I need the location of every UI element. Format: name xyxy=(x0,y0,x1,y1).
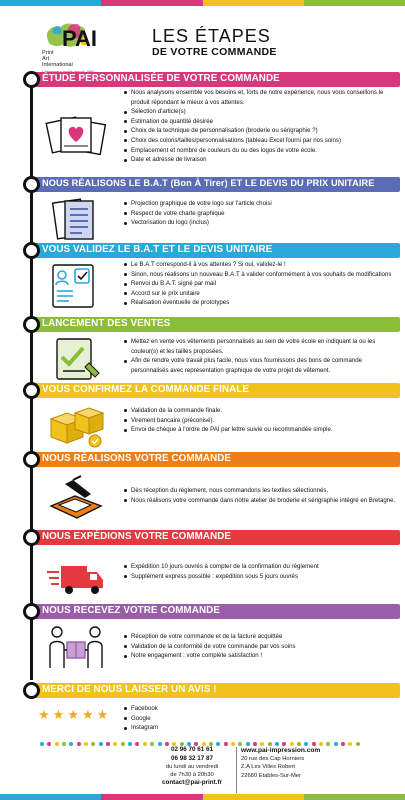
list-item: Nous analysons ensemble vos besoins et, forts de notre expérience, nous vous conseillons le produit répondant le mieux à vos attentes. xyxy=(124,88,396,107)
contact-address-block xyxy=(241,746,381,780)
separator-dot xyxy=(99,742,103,746)
address-line-3: 22680 Etables-Sur-Mer xyxy=(241,772,301,779)
separator-dot xyxy=(113,742,117,746)
star-icon: ★ xyxy=(81,707,94,722)
step-banner xyxy=(30,243,400,258)
star-icon: ★ xyxy=(52,707,65,722)
timeline-dot xyxy=(23,71,40,88)
screen-print-icon xyxy=(45,472,107,522)
timeline-dot xyxy=(23,242,40,259)
user-check-icon xyxy=(45,261,107,311)
logo-subtitle xyxy=(42,50,73,69)
review-link-instagram[interactable]: Instagram xyxy=(124,723,396,733)
page-title: LES ÉTAPES xyxy=(152,26,271,46)
step-bullets xyxy=(124,406,396,435)
list-item: Sinon, nous réalisons un nouveau B.A.T à valider conformément à vos souhaits de modifications xyxy=(124,270,396,280)
list-item: Emplacement et nombre de couleurs du ou des logos de votre école. xyxy=(124,146,396,156)
list-item: Choix de la technique de personnalisation (broderie ou sérigraphie ?) xyxy=(124,126,396,136)
list-item: Notre engagement : votre complète satisfaction ! xyxy=(124,651,396,661)
list-item: Date et adresse de livraison xyxy=(124,155,396,165)
list-item: Accord sur le prix unitaire xyxy=(124,289,396,299)
list-item: Vectorisation du logo (inclus) xyxy=(124,218,396,228)
bottom-color-strip xyxy=(0,794,405,800)
step-title: MERCI DE NOUS LAISSER UN AVIS ! xyxy=(42,684,217,695)
page-subtitle: DE VOTRE COMMANDE xyxy=(152,46,277,58)
pai-logo xyxy=(40,20,140,72)
step-bullets xyxy=(124,88,396,165)
step-banner xyxy=(30,383,400,398)
step-banner xyxy=(30,72,400,87)
separator-dot xyxy=(77,742,81,746)
step-bullets xyxy=(124,199,396,228)
step-banner xyxy=(30,317,400,332)
address-line-1: 20 rue des Cap Horniers xyxy=(241,756,305,762)
logo-line-art: Art xyxy=(42,56,50,63)
paper-heart-icon xyxy=(45,110,107,160)
step-title: NOUS EXPÉDIONS VOTRE COMMANDE xyxy=(42,531,232,542)
logo-line-print: Print xyxy=(42,50,54,56)
list-item: Nous réalisons votre commande dans notre atelier de broderie et sérigraphie intégré en Bretagne. xyxy=(124,496,396,506)
review-links xyxy=(124,704,396,733)
documents-icon xyxy=(45,195,107,245)
step-title: ÉTUDE PERSONNALISÉE DE VOTRE COMMANDE xyxy=(42,73,280,84)
contact-divider xyxy=(236,747,237,793)
timeline-dot xyxy=(23,316,40,333)
separator-dot xyxy=(106,742,110,746)
step-title: VOUS VALIDEZ LE B.A.T ET LE DEVIS UNITAIRE xyxy=(42,244,273,255)
delivery-truck-icon xyxy=(45,552,107,602)
step-banner xyxy=(30,177,400,192)
phone-2[interactable]: 06 98 32 17 87 xyxy=(170,754,214,762)
phone-1[interactable]: 02 96 70 61 61 xyxy=(170,746,214,753)
list-item: Choix des coloris/tailles/personnalisations (tableau Excel fourni par nos soins) xyxy=(124,136,396,146)
step-bullets xyxy=(124,562,396,581)
separator-dot xyxy=(121,742,125,746)
review-link-facebook[interactable]: Facebook xyxy=(124,704,396,714)
separator-dot xyxy=(55,742,59,746)
list-item: Validation de la commande finale. xyxy=(124,406,396,416)
step-bullets xyxy=(124,486,396,505)
star-icon: ★ xyxy=(67,707,79,722)
list-item: Le B.A.T correspond-il à vos attentes ? Si oui, validez-le ! xyxy=(124,260,396,270)
list-item: Respect de votre charte graphique xyxy=(124,209,396,219)
star-icon: ★ xyxy=(38,707,50,722)
list-item: Supplément express possible : expédition sous 5 jours ouvrés xyxy=(124,572,396,582)
hours-time: de 7h30 à 20h30 xyxy=(170,772,214,778)
step-title: NOUS RÉALISONS VOTRE COMMANDE xyxy=(42,453,232,464)
address-line-2: Z.A Les Villes Robert xyxy=(241,764,296,771)
timeline-dot xyxy=(23,176,40,193)
step-banner xyxy=(30,683,400,698)
step-bullets xyxy=(124,632,396,661)
separator-dot xyxy=(47,742,51,746)
logo-line-international: International xyxy=(42,62,73,69)
separator-dot xyxy=(91,742,95,746)
logo-name: PAI xyxy=(62,26,98,51)
step-banner xyxy=(30,452,400,467)
review-link-google[interactable]: Google xyxy=(124,714,396,724)
website-link[interactable]: www.pai-impression.com xyxy=(241,747,321,754)
list-item: Virement bancaire (préconisé). xyxy=(124,416,396,426)
list-item: Dès réception du règlement, nous commandons les textiles sélectionnés. xyxy=(124,486,396,496)
page-header xyxy=(0,12,405,70)
separator-dot xyxy=(84,742,88,746)
list-item: Validation de la conformité de votre commande par vos soins xyxy=(124,642,396,652)
list-item: Réalisation éventuelle de prototypes xyxy=(124,298,396,308)
separator-dot xyxy=(135,742,139,746)
timeline-line xyxy=(30,79,33,680)
list-item: Sélection d'article(s) xyxy=(124,107,396,117)
step-title: VOUS CONFIRMEZ LA COMMANDE FINALE xyxy=(42,384,250,395)
separator-dot xyxy=(69,742,73,746)
step-bullets xyxy=(124,337,396,375)
timeline-dot xyxy=(23,382,40,399)
list-item: Expédition 10 jours ouvrés à compter de la confirmation du règlement xyxy=(124,562,396,572)
timeline-dot xyxy=(23,451,40,468)
step-title: NOUS RÉALISONS LE B.A.T (Bon À Tirer) ET LE DEVIS DU PRIX UNITAIRE xyxy=(42,178,375,188)
list-item: Mettez en vente vos vêtements personnalisés au sein de votre école en indiquant la ou les couleur(s) et les tailles proposées. xyxy=(124,337,396,356)
list-item: Réception de votre commande et de la facture acquittée xyxy=(124,632,396,642)
separator-dot xyxy=(40,742,44,746)
list-item: Renvoi du B.A.T. signé par mail xyxy=(124,279,396,289)
boxes-icon xyxy=(45,401,107,451)
separator-dot xyxy=(128,742,132,746)
handover-icon xyxy=(45,622,107,672)
contact-phone-block xyxy=(152,746,232,788)
star-icon: ★ xyxy=(96,707,109,722)
step-bullets xyxy=(124,260,396,308)
separator-dot xyxy=(62,742,66,746)
step-banner xyxy=(30,530,400,545)
step-title: LANCEMENT DES VENTES xyxy=(42,318,171,329)
separator-dot xyxy=(143,742,147,746)
timeline-dot xyxy=(23,682,40,699)
contact-email[interactable]: contact@pai-print.fr xyxy=(161,779,222,786)
timeline-dot xyxy=(23,529,40,546)
top-color-strip xyxy=(0,0,405,6)
list-item: Estimation de quantité désirée xyxy=(124,117,396,127)
rating-stars xyxy=(38,708,108,721)
list-item: Afin de rendre votre travail plus facile, nous vous fournissons des bons de commande personnalisés avec représentation graphique de votre projet de vêtement. xyxy=(124,356,396,375)
step-banner xyxy=(30,604,400,619)
step-title: NOUS RECEVEZ VOTRE COMMANDE xyxy=(42,605,220,616)
hours-days: du lundi au vendredi xyxy=(165,764,219,770)
list-item: Projection graphique de votre logo sur l'article choisi xyxy=(124,199,396,209)
list-item: Envoi de chèque à l'ordre de PAI par lettre suivie ou recommandée simple. xyxy=(124,425,396,435)
checklist-icon xyxy=(45,333,107,383)
timeline-dot xyxy=(23,603,40,620)
